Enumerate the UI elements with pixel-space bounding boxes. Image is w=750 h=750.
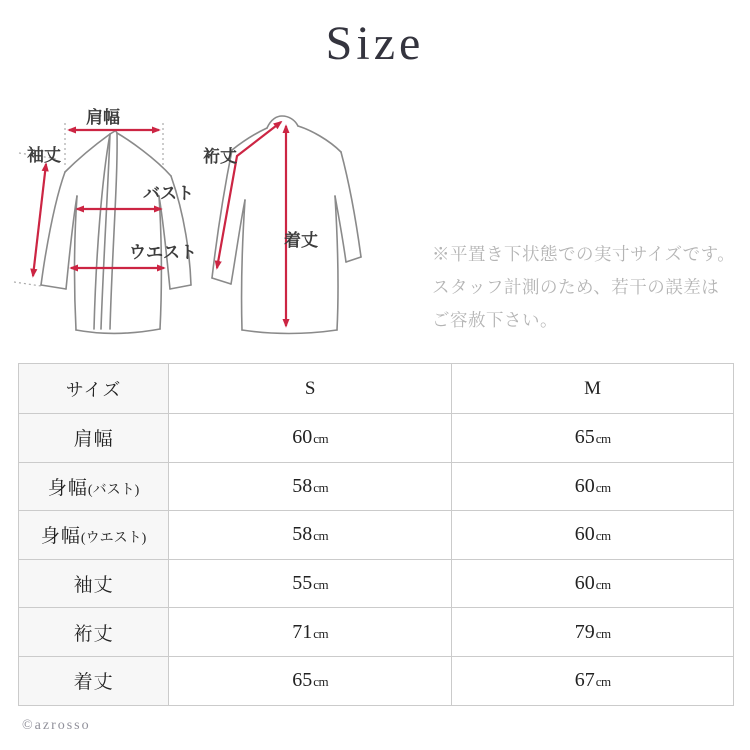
note-line: スタッフ計測のため、若干の誤差は [432,277,720,297]
label-garment-length: 着丈 [284,231,318,251]
value-s: 58cm [169,511,452,560]
coat-back-diagram [197,100,362,345]
table-row-shoulder [19,414,734,463]
row-label: 肩幅 [19,414,169,463]
header-size-label: サイズ [19,364,169,414]
table-row-width-bust [19,462,734,511]
value-s: 55cm [169,559,452,608]
header-size-s: S [169,364,452,414]
row-label: 裄丈 [19,608,169,657]
size-table [18,363,734,706]
table-row-sleeve [19,559,734,608]
coat-front-outline [41,131,191,333]
table-row-width-waist [19,511,734,560]
label-waist: ウエスト [129,243,197,263]
page-title: Size [325,17,425,70]
value-m: 67cm [452,656,734,705]
value-m: 60cm [452,462,734,511]
label-bust: バスト [143,184,194,204]
value-s: 60cm [169,414,452,463]
value-m: 65cm [452,414,734,463]
value-s: 71cm [169,608,452,657]
row-label: 袖丈 [19,559,169,608]
label-sleeve-length: 袖丈 [27,146,61,166]
copyright: ©azrosso [22,718,91,733]
value-m: 60cm [452,511,734,560]
note-line: ご容赦下さい。 [432,310,558,330]
size-table-header-row [19,364,734,414]
row-label: 身幅(バスト) [19,462,169,511]
table-row-yuki [19,608,734,657]
label-shoulder-width: 肩幅 [86,108,120,128]
value-s: 58cm [169,462,452,511]
note-line: ※平置き下状態での実寸サイズです。 [432,244,736,264]
header-size-m: M [452,364,734,414]
measurement-note [432,238,744,337]
value-s: 65cm [169,656,452,705]
coat-front-diagram [13,98,193,348]
value-m: 60cm [452,559,734,608]
label-yuki-length: 裄丈 [203,147,237,167]
value-m: 79cm [452,608,734,657]
row-label: 身幅(ウエスト) [19,511,169,560]
table-row-length [19,656,734,705]
row-label: 着丈 [19,656,169,705]
